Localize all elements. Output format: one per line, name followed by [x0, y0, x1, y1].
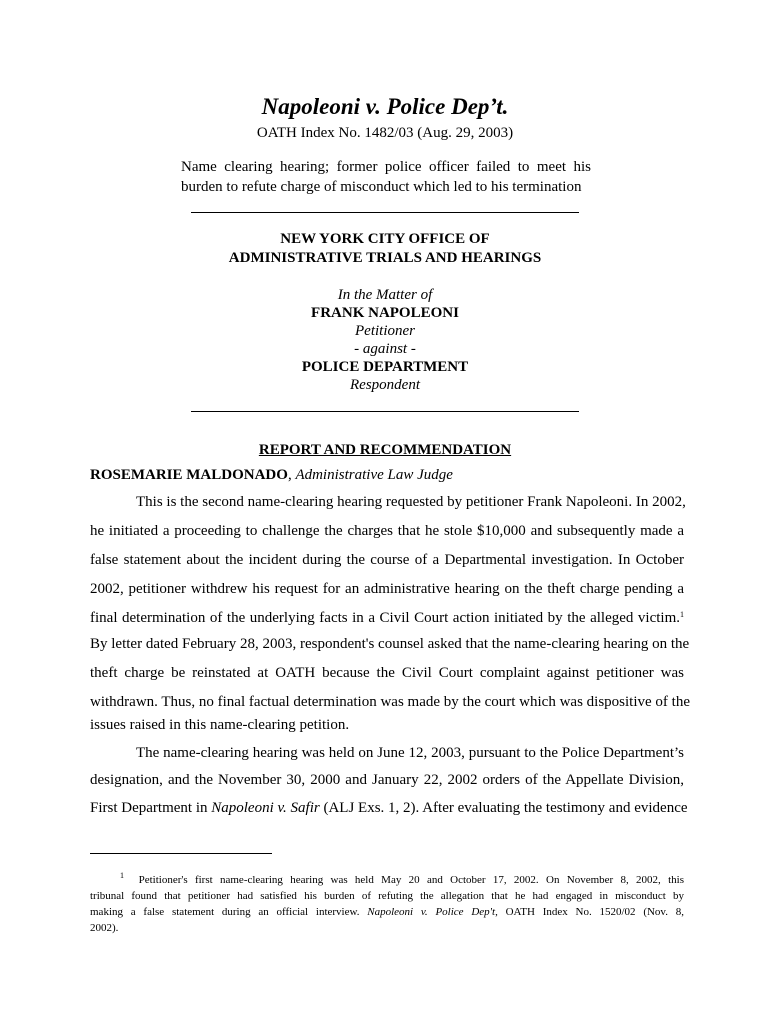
footnote-divider: [90, 853, 272, 854]
footnote-reference[interactable]: 1: [680, 610, 684, 619]
petitioner-label: Petitioner: [355, 323, 415, 339]
divider: [191, 212, 579, 213]
footnote-line: 2002).: [90, 922, 119, 934]
divider: [191, 411, 579, 412]
body-line: 2002, petitioner withdrew his request for an administrative hearing on the theft charge pending a: [90, 581, 684, 597]
body-line: By letter dated February 28, 2003, respondent's counsel asked that the name-clearing hearing on the: [90, 636, 690, 652]
footnote-line: [90, 906, 684, 918]
body-text: final determination of the underlying facts in a Civil Court action initiated by the alleged victim.: [90, 610, 680, 626]
petitioner-name: FRANK NAPOLEONI: [311, 305, 459, 321]
body-text: (ALJ Exs. 1, 2). After evaluating the testimony and evidence: [319, 800, 688, 816]
index-number: OATH Index No. 1482/03 (Aug. 29, 2003): [256, 125, 514, 141]
body-line: false statement about the incident during the course of a Departmental investigation. In October: [90, 552, 684, 568]
footnote-citation: Napoleoni v. Police Dep't: [367, 906, 496, 918]
footnote-text: , OATH Index No. 1520/02 (Nov. 8,: [495, 906, 684, 918]
footnote-line: tribunal found that petitioner had satisfied his burden of refuting the allegation that he had engaged in misconduct by: [90, 890, 684, 902]
summary-line: burden to refute charge of misconduct which led to his termination: [181, 179, 582, 195]
report-heading: REPORT AND RECOMMENDATION: [258, 442, 512, 458]
judge-title: Administrative Law Judge: [295, 467, 453, 483]
body-line: he initiated a proceeding to challenge the charges that he stole $10,000 and subsequently made a: [90, 523, 684, 539]
respondent-label: Respondent: [350, 377, 420, 393]
body-line: The name-clearing hearing was held on June 12, 2003, pursuant to the Police Department’s: [136, 745, 684, 761]
body-line: theft charge be reinstated at OATH because the Civil Court complaint against petitioner was: [90, 665, 684, 681]
body-line: This is the second name-clearing hearing requested by petitioner Frank Napoleoni. In 2002,: [136, 494, 686, 510]
against-label: - against -: [354, 341, 416, 357]
footnote-text: Petitioner's first name-clearing hearing was held May 20 and October 17, 2002. On November 8, 2002, this: [138, 874, 684, 886]
case-summary: [181, 157, 591, 197]
matter-label: In the Matter of: [337, 287, 433, 303]
body-line: withdrawn. Thus, no final factual determination was made by the court which was dispositive of the: [90, 694, 690, 710]
body-line: issues raised in this name-clearing petition.: [90, 717, 350, 733]
footnote-number: 1: [120, 871, 124, 880]
case-citation: Napoleoni v. Safir: [211, 800, 320, 816]
body-line: [90, 610, 684, 627]
footnote-text: making a false statement during an official interview.: [90, 906, 368, 918]
body-text: First Department in: [90, 800, 212, 816]
summary-line: Name clearing hearing; former police officer failed to meet his: [181, 159, 591, 175]
judge-name: ROSEMARIE MALDONADO: [90, 467, 288, 483]
case-title: Napoleoni v. Police Dep’t.: [261, 94, 509, 119]
respondent-name: POLICE DEPARTMENT: [301, 359, 469, 375]
judge-comma: ,: [287, 467, 296, 483]
office-name-line2: ADMINISTRATIVE TRIALS AND HEARINGS: [228, 250, 542, 266]
footnote-line: [90, 871, 684, 886]
body-line: [90, 800, 688, 817]
body-line: designation, and the November 30, 2000 and January 22, 2002 orders of the Appellate Division,: [90, 772, 684, 788]
office-name-line1: NEW YORK CITY OFFICE OF: [280, 231, 490, 247]
judge-line: [90, 467, 453, 484]
